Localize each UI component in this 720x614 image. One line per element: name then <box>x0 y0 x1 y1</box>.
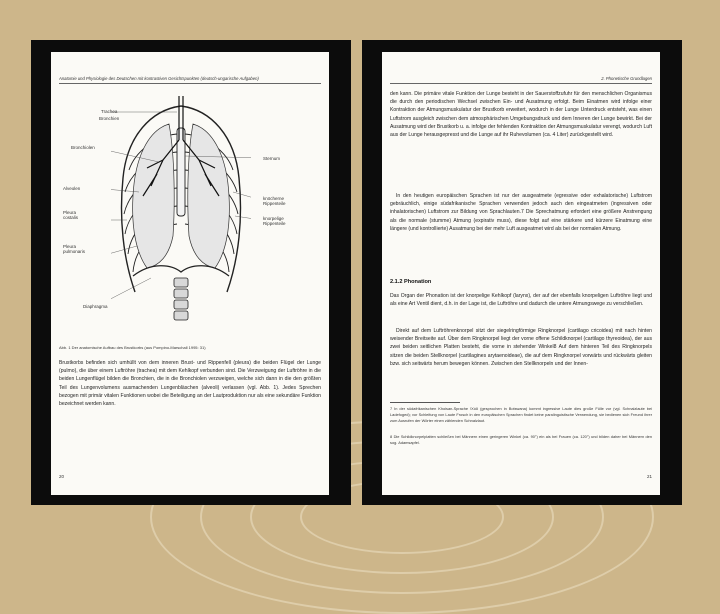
figure-label-bronchiolen: Bronchiolen <box>71 145 95 150</box>
left-figure-caption: Abb. 1 Der anatomische Aufbau des Brustkorbs (aus Pompino-Marschall 1995: 31) <box>59 345 206 350</box>
right-head-rule <box>390 83 652 84</box>
right-body-paragraph-2: In den heutigen europäischen Sprachen ist nur der ausgeatmete (egressive oder exhalatorische) Luftstrom gebräuchlich, einige südafrikanische Sprachen verwenden jedoch auch den eingeatmeten (ingressiven oder inhalatorischen) Luftstrom zur Bildung von Sprachlauten.7 Die Sprechatmung erfordert eine größere Anstrengung als die normale (stumme) Atmung (expirativ muss), diese folgt auf eine stärkere und kürzere Einatmung eine längere (und kontrollierte) Ausatmung bei der mehr Luft ausgeatmet wird als bei der normalen Atmung. <box>390 193 652 232</box>
thorax-anatomy-illustration <box>111 96 251 321</box>
left-page-frame <box>31 40 351 505</box>
figure-label-pleura-costalis: Pleura costalis <box>63 210 79 220</box>
left-page-number: 20 <box>59 474 65 479</box>
right-body-paragraph-3: Das Organ der Phonation ist der knorpelige Kehlkopf (larynx), der auf der ebenfalls knorpeligen Luftröhre liegt und als eine Art Ventil dient, d.h. in der Lage ist, die Luftröhre und dadurch die untere Atmungswege zu verschließen. <box>390 293 652 308</box>
right-page-number: 21 <box>646 474 652 479</box>
left-head-rule <box>59 83 321 84</box>
right-body-paragraph-4: Direkt auf dem Luftröhrenknorpel sitzt der siegelringförmige Ringknorpel (cartilago cricoidea) mit nach hinten weisender Breitseite auf. Über dem Ringknorpel liegt der vorne offene Schildknorpel (cartilago thyreoidea), der aus zwei beiden seitlichen Platten besteht, die vorne in stehender Winkel8 Auf dem hinteren Teil des Ringknorpels sitzen die beiden Stellknorpel (cartilagines arytaenoideae), die auf dem Ringknorpel vorwärts und rückwärts gleiten bzw. sich seitwärts herum bewegen können. Zwischen den Stellknorpeln und der Innen- <box>390 328 652 367</box>
right-page-frame <box>362 40 682 505</box>
figure-label-alveolen: Alveolen <box>63 186 81 191</box>
right-running-head: 2. Phonetische Grundlagen <box>601 76 652 81</box>
right-page <box>382 52 660 495</box>
figure-label-knoecherne-rippenteile: knöcherne Rippenteile <box>263 196 286 206</box>
spine <box>174 278 188 320</box>
figure-label-knorpelige-rippenteile: knorpelige Rippenteile <box>263 216 286 226</box>
section-heading-phonation: 2.1.2 Phonation <box>390 279 432 285</box>
figure-label-trachea: Trachea <box>101 109 118 114</box>
left-body-paragraph: Brustkorbs befinden sich umhüllt von dem inneren Brust- und Rippenfell (pleura) die beiden Flügel der Lunge (pulmo), die über einem Luftröhre (trachea) mit dem Kehlkopf verbunden sind. Die Verzweigung der Luftröhre in die beiden Lungenflügel bilden die Bronchien, die in die Bronchiolen verzweigen, welche sich dann in die den größten Teil des Lungenvolumens ausmachenden Lungenbläschen (alveoli) verlassen (vgl. Abb. 1). Jedes Sprechen bezogen mit primär vitalen Funktionen wobei die Beteiligung an der Lautproduktion nur als eine sekundäre Funktion bezeichnet werden kann. <box>59 360 321 408</box>
figure-label-sternum: Sternum <box>263 156 281 161</box>
left-page <box>51 52 329 495</box>
figure-label-bronchien: Bronchien <box>99 116 120 121</box>
figure-label-diaphragma: Diaphragma <box>83 304 108 309</box>
left-running-head: Anatomie und Physiologie des Deutschen mit kontrastiven Gesichtspunkten (deutsch-ungarische Aufgaben) <box>59 76 259 81</box>
figure-label-pleura-pulmonaris: Pleura pulmonaris <box>63 244 86 254</box>
right-body-paragraph-1: den kann. Die primäre vitale Funktion der Lunge besteht in der Sauerstoffzufuhr für den menschlichen Organismus die durch den periodischen Wechsel zwischen Ein- und Ausatmung erfolgt. Beim Einatmen wird infolge einer Kontraktion der Atmungsmuskulatur der Brustkorb erweitert, wodurch in der Lunge Unterdruck entsteht, was einen Luftstrom ausgleich zwischen dem atmosphärischen Umgebungsdruck und dem Inneren der Lunge bewirkt. Bei der Ausatmung wird der Brustkorb u. a. infolge der fehlenden Kontraktion der Atmungsmuskulatur verengt, wodurch Luft aus der Lunge herausgepresst und die Lunge auf ihr Ruhevolumen (ca. 4 Liter) zurückgestellt wird. <box>390 91 652 139</box>
footnote-rule <box>390 402 460 403</box>
footnote-7: 7 In der südafrikanischen Khoisan-Sprache !Xóõ (gesprochen in Botswana) kommt ingressive Laute dies große Fülle vor (vgl. Schnalzlaute bei Ladefoged); vor Schleifung von Laute Frosch in den europäischen Sprachen findet keine paralinguistische Verwendung, sie bedienen sich Freund ihrer zum Ausrufen der Wörter einen zählenden Schnalzlaut. <box>390 406 652 423</box>
footnote-8: 8 Die Schildknorpelplatten schließen bei Männern einen geringeren Winkel (ca. 90°) ein als bei Frauen (ca. 120°) und bilden daher bei Männern den sog. Adamsapfel. <box>390 434 652 445</box>
